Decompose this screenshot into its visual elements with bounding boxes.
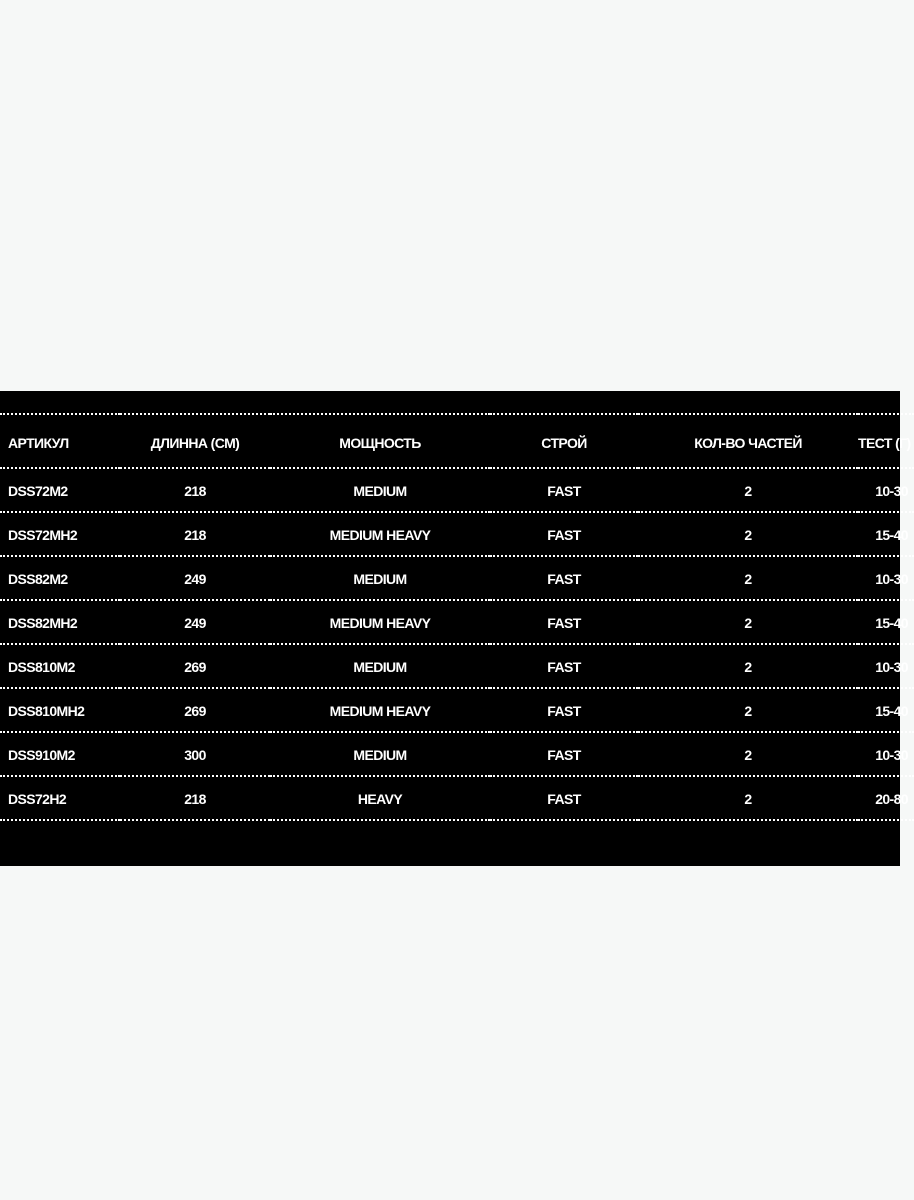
cell-sku: DSS810M2 (0, 644, 120, 688)
cell-power: MEDIUM HEAVY (270, 512, 490, 556)
table-row (0, 512, 914, 556)
cell-power: MEDIUM (270, 468, 490, 512)
cell-pieces: 2 (638, 776, 858, 820)
cell-length: 269 (120, 644, 270, 688)
header-length: ДЛИННА (СМ) (120, 414, 270, 468)
cell-sku: DSS72MH2 (0, 512, 120, 556)
table-row (0, 556, 914, 600)
cell-action: FAST (490, 556, 638, 600)
spec-table (0, 413, 914, 821)
cell-length: 300 (120, 732, 270, 776)
cell-power: HEAVY (270, 776, 490, 820)
table-row (0, 600, 914, 644)
header-pieces: КОЛ-ВО ЧАСТЕЙ (638, 414, 858, 468)
cell-pieces: 2 (638, 468, 858, 512)
header-sku: АРТИКУЛ (0, 414, 120, 468)
cell-test: 10-30 (858, 732, 914, 776)
cell-power: MEDIUM HEAVY (270, 688, 490, 732)
cell-test: 10-30 (858, 556, 914, 600)
cell-action: FAST (490, 468, 638, 512)
cell-action: FAST (490, 600, 638, 644)
cell-test: 10-30 (858, 644, 914, 688)
table-row (0, 468, 914, 512)
cell-action: FAST (490, 512, 638, 556)
cell-power: MEDIUM (270, 556, 490, 600)
header-action: СТРОЙ (490, 414, 638, 468)
cell-action: FAST (490, 688, 638, 732)
cell-length: 218 (120, 776, 270, 820)
cell-action: FAST (490, 776, 638, 820)
cell-test: 10-30 (858, 468, 914, 512)
cell-test: 15-40 (858, 688, 914, 732)
spec-panel (0, 391, 911, 866)
cell-sku: DSS72M2 (0, 468, 120, 512)
header-row (0, 414, 914, 468)
cell-test: 20-80 (858, 776, 914, 820)
cell-power: MEDIUM (270, 732, 490, 776)
cell-pieces: 2 (638, 512, 858, 556)
cell-sku: DSS72H2 (0, 776, 120, 820)
cell-test: 15-40 (858, 600, 914, 644)
cell-sku: DSS82M2 (0, 556, 120, 600)
cell-pieces: 2 (638, 556, 858, 600)
cell-pieces: 2 (638, 688, 858, 732)
cell-length: 218 (120, 468, 270, 512)
cell-length: 269 (120, 688, 270, 732)
table-row (0, 644, 914, 688)
cell-action: FAST (490, 644, 638, 688)
cell-pieces: 2 (638, 600, 858, 644)
cell-power: MEDIUM HEAVY (270, 600, 490, 644)
table-row (0, 776, 914, 820)
cell-length: 249 (120, 556, 270, 600)
cell-sku: DSS910M2 (0, 732, 120, 776)
cell-length: 218 (120, 512, 270, 556)
cell-action: FAST (490, 732, 638, 776)
table-row (0, 688, 914, 732)
header-test: ТЕСТ (Г) (858, 414, 914, 468)
table-row (0, 732, 914, 776)
cell-sku: DSS810MH2 (0, 688, 120, 732)
cell-test: 15-40 (858, 512, 914, 556)
spec-table-header (0, 414, 914, 468)
cell-power: MEDIUM (270, 644, 490, 688)
cell-pieces: 2 (638, 732, 858, 776)
header-power: МОЩНОСТЬ (270, 414, 490, 468)
spec-table-body (0, 468, 914, 820)
cell-sku: DSS82MH2 (0, 600, 120, 644)
cell-pieces: 2 (638, 644, 858, 688)
cell-length: 249 (120, 600, 270, 644)
